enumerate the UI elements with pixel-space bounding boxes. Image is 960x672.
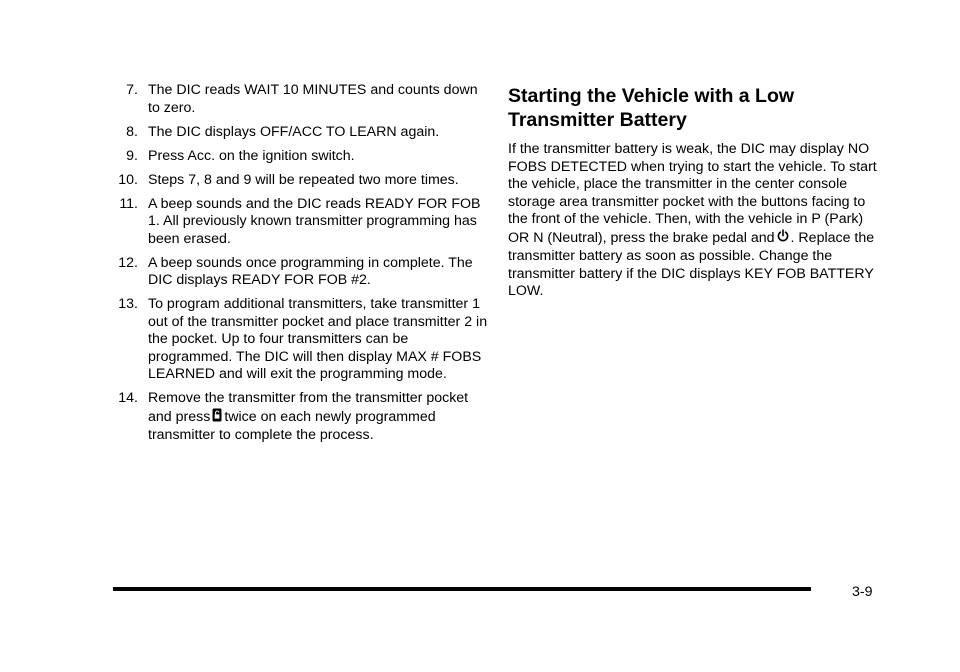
step-number: 14. [118,390,138,406]
footer-rule [113,587,811,591]
step-text: Press Acc. on the ignition switch. [148,147,355,164]
step-11 [106,196,490,249]
step-text [148,390,490,445]
step-13 [106,296,490,384]
step-text: A beep sounds and the DIC reads READY FOR FOB 1. All previously known transmitter programming has been erased. [148,195,481,247]
step-text-before-icon: Remove the transmitter from the transmitter pocket and press [148,390,469,425]
step-number: 11. [119,195,138,212]
step-number: 9. [126,147,138,164]
programming-steps-list [106,82,490,451]
step-number: 13. [118,296,138,312]
step-text: To program additional transmitters, take transmitter 1 out of the transmitter pocket and place transmitter 2 in the pocket. Up to four transmitters can be programmed. The DIC will then display MAX # FOBS LEARNED and will exit the programming mode. [148,296,488,382]
unlock-key-fob-icon [212,408,222,428]
page-number: 3-9 [852,584,873,600]
step-text: Steps 7, 8 and 9 will be repeated two more times. [148,171,459,188]
push-start-button-icon [777,229,789,249]
paragraph-text-before-icon: If the transmitter battery is weak, the DIC may display NO FOBS DETECTED when trying to start the vehicle. To start the vehicle, place the transmitter in the center console storage area transmitter pocket with the buttons facing to the front of the vehicle. Then, with the vehicle in P (Park) OR N (Neutral), press the brake pedal and [508,141,877,246]
step-number: 10. [118,171,138,188]
step-number: 8. [126,123,138,140]
step-number: 12. [118,254,138,271]
paragraph-text-after-icon: . Replace the transmitter battery as soon as possible. Change the transmitter battery if the DIC displays KEY FOB BATTERY LOW. [508,229,875,299]
section-heading: Starting the Vehicle with a Low Transmitter Battery [508,85,795,131]
step-9 [106,148,490,166]
step-10 [106,172,490,190]
step-8 [106,124,490,142]
step-7 [106,82,490,117]
step-text: The DIC displays OFF/ACC TO LEARN again. [148,123,440,140]
step-text: The DIC reads WAIT 10 MINUTES and counts down to zero. [148,82,478,116]
step-14 [106,390,490,445]
step-text-after-icon: twice on each newly programmed transmitter to complete the process. [148,408,436,443]
low-battery-section [508,84,888,301]
step-text: A beep sounds once programming in complete. The DIC displays READY FOR FOB #2. [148,254,473,288]
step-number: 7. [126,82,138,98]
step-12 [106,255,490,290]
section-paragraph [508,141,888,301]
